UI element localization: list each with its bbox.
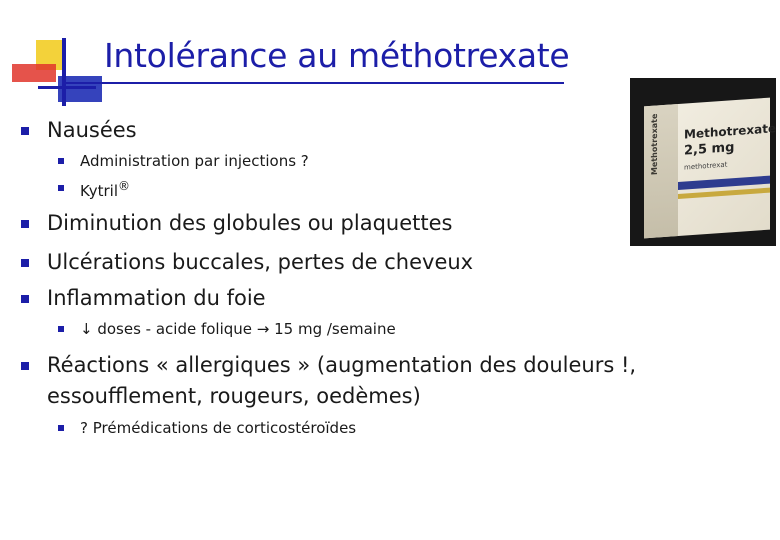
box-gold-band	[678, 188, 770, 199]
decorative-logo	[0, 0, 110, 110]
box-dose: 2,5 mg	[684, 140, 735, 159]
box-subtitle: methotrexat	[684, 160, 728, 172]
square-bullet-icon	[21, 259, 29, 267]
square-bullet-icon	[58, 326, 64, 332]
bullet-text: Inflammation du foie	[47, 286, 266, 310]
square-bullet-icon	[21, 220, 29, 228]
box-side-label: Methotrexate	[650, 113, 659, 176]
bullet-text: ↓ doses - acide folique → 15 mg /semaine	[80, 320, 396, 338]
box-side-panel	[644, 104, 678, 238]
registered-mark: ®	[118, 179, 131, 193]
sub-bullet-item	[80, 179, 130, 200]
bullet-item	[47, 350, 667, 412]
bullet-item	[47, 286, 266, 310]
bullet-text: ? Prémédications de corticostéroïdes	[80, 419, 357, 437]
square-bullet-icon	[21, 362, 29, 370]
square-bullet-icon	[58, 425, 64, 431]
bullet-text: Administration par injections ?	[80, 152, 309, 170]
medicine-box	[644, 98, 777, 239]
square-bullet-icon	[21, 295, 29, 303]
title-rule	[64, 82, 564, 84]
bullet-text: Diminution des globules ou plaquettes	[47, 211, 453, 235]
square-bullet-icon	[58, 158, 64, 164]
square-bullet-icon	[21, 127, 29, 135]
bullet-text: Kytril	[80, 182, 119, 200]
bullet-text: Réactions « allergiques » (augmentation des douleurs !, essoufflement, rougeurs, oedèmes)	[47, 353, 637, 408]
bullet-item	[47, 211, 452, 235]
sub-bullet-item	[80, 419, 356, 437]
bullet-item	[47, 250, 473, 274]
slide-title: Intolérance au méthotrexate	[104, 36, 570, 75]
sub-bullet-item	[80, 320, 396, 338]
methotrexate-box-photo	[630, 78, 776, 246]
bullet-text: Ulcérations buccales, pertes de cheveux	[47, 250, 474, 274]
bullet-item	[47, 118, 137, 142]
square-bullet-icon	[58, 185, 64, 191]
bullet-text: Nausées	[47, 118, 137, 142]
box-product-name: Methotrexate	[684, 121, 777, 142]
sub-bullet-item	[80, 152, 309, 170]
